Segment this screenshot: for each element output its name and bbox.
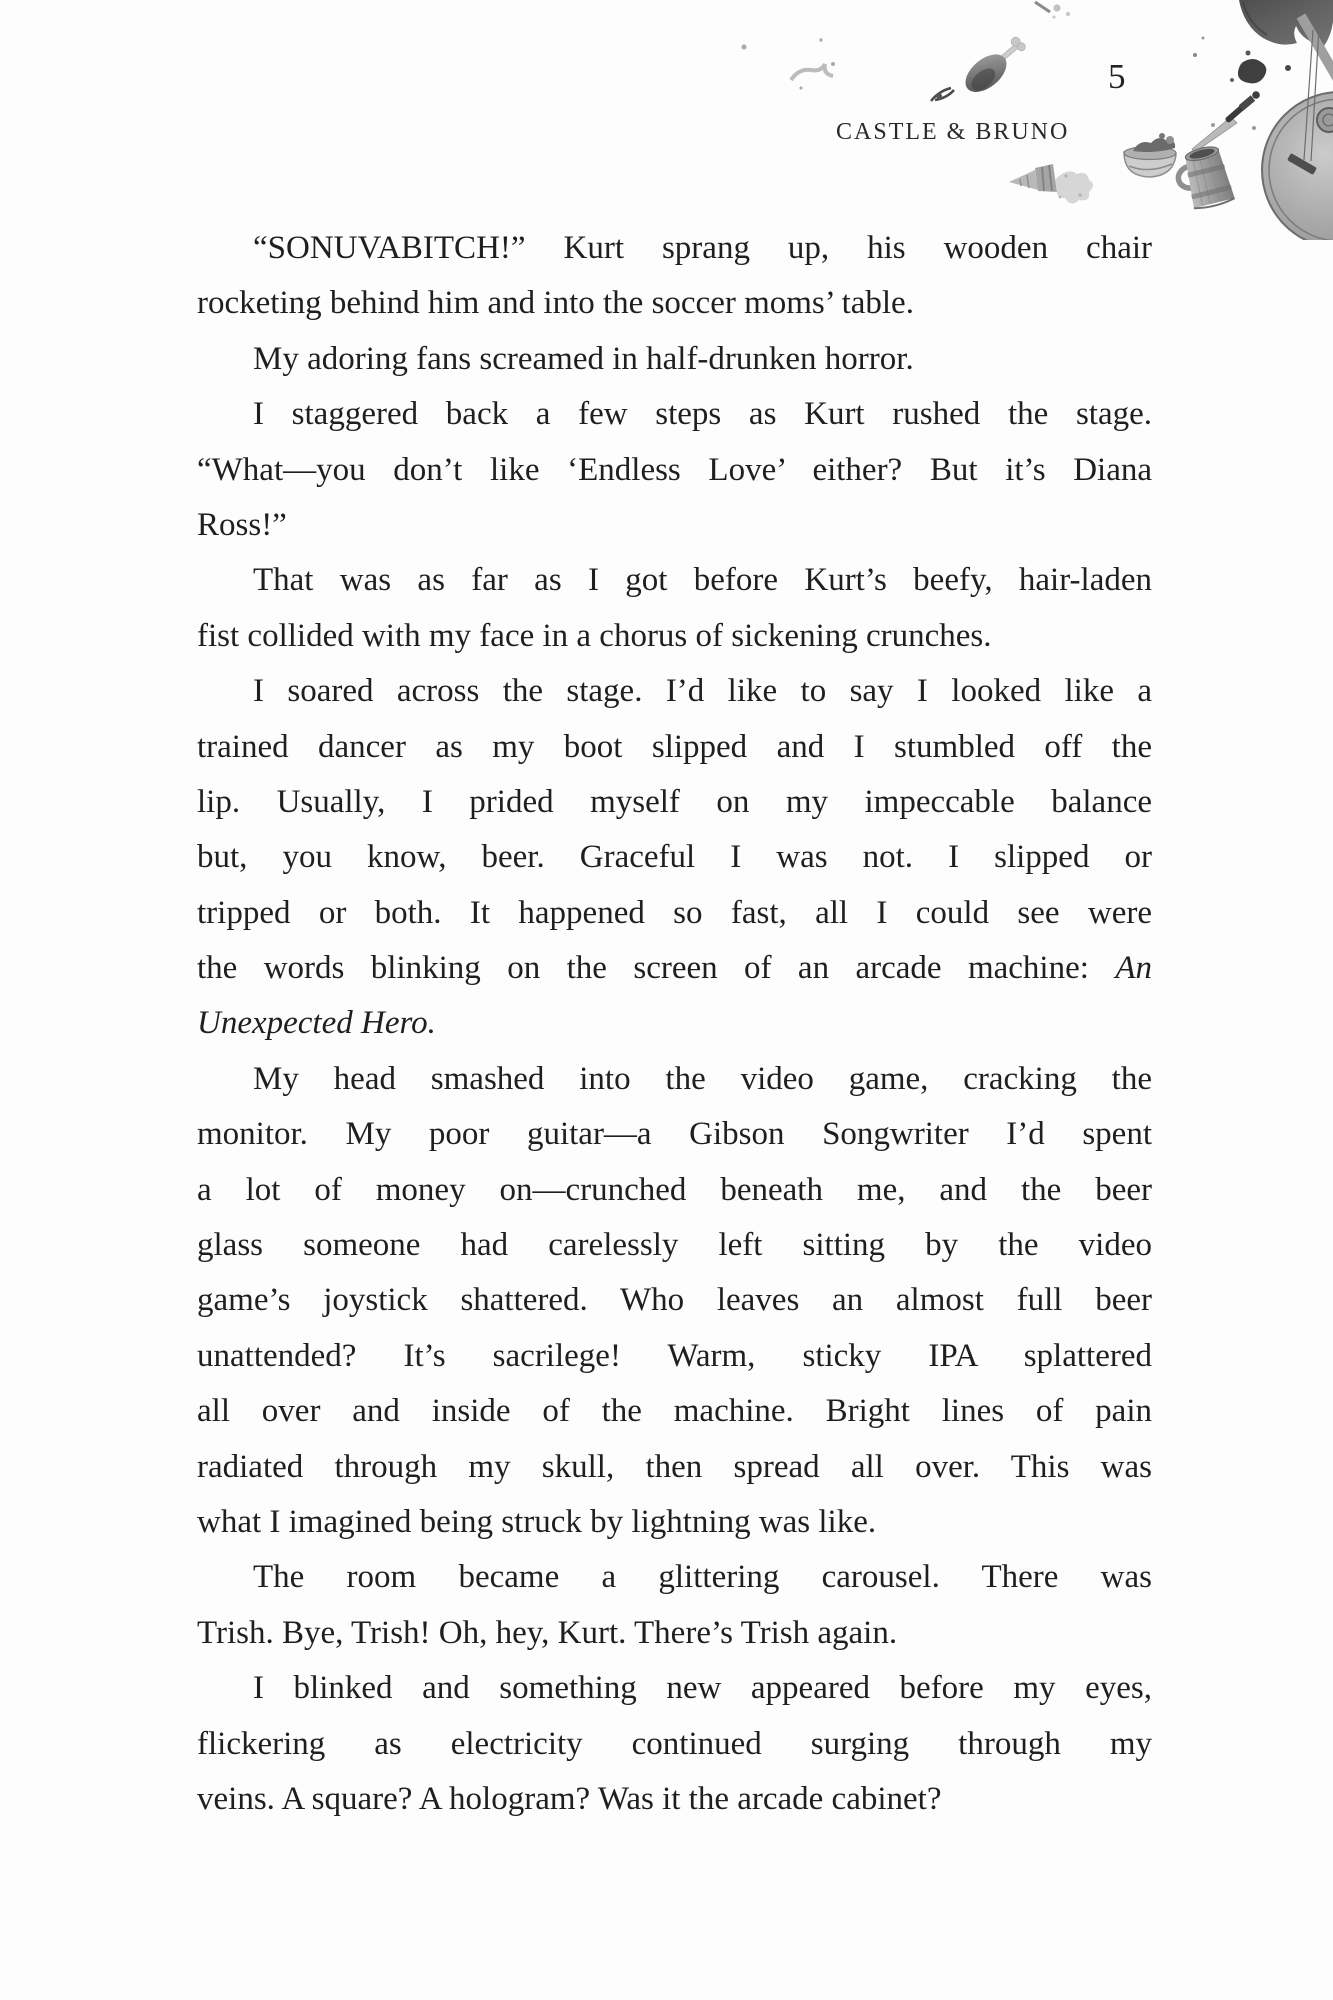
tankard-icon xyxy=(1172,143,1235,212)
body-text-line: flickering as electricity continued surging through my xyxy=(197,1725,1152,1762)
ink-scribble-icon xyxy=(931,88,954,101)
body-text-line: but, you know, beer. Graceful I was not. I slipped or xyxy=(197,839,1152,876)
body-text-line: lip. Usually, I prided myself on my impeccable balance xyxy=(197,783,1152,820)
body-text-line: Trish. Bye, Trish! Oh, hey, Kurt. There’s Trish again. xyxy=(197,1614,898,1651)
body-text-line: Unexpected Hero. xyxy=(197,1005,436,1042)
body-text-line: I blinked and something new appeared before my eyes, xyxy=(253,1670,1152,1707)
body-text-line: I soared across the stage. I’d like to say I looked like a xyxy=(253,673,1152,710)
body-text-line: My adoring fans screamed in half-drunken horror. xyxy=(253,340,914,377)
body-text-line: the words blinking on the screen of an arcade machine: An xyxy=(197,950,1152,987)
body-text-line: “SONUVABITCH!” Kurt sprang up, his wooden chair xyxy=(253,230,1152,266)
lute-icon xyxy=(1262,16,1333,240)
body-text-line: “What—you don’t like ‘Endless Love’ either? But it’s Diana xyxy=(197,451,1152,488)
body-text-line: My head smashed into the video game, cracking the xyxy=(253,1060,1152,1097)
ink-blob-icon xyxy=(1230,51,1291,84)
body-text-line: That was as far as I got before Kurt’s beefy, hair-laden xyxy=(253,562,1152,599)
body-text-line: The room became a glittering carousel. There was xyxy=(253,1559,1152,1596)
chicken-drumstick-icon xyxy=(959,32,1032,100)
food-bowl-icon xyxy=(1124,133,1176,177)
dart-splat-icon xyxy=(1009,164,1093,204)
page-body xyxy=(197,221,1152,1827)
body-text-line: unattended? It’s sacrilege! Warm, sticky IPA splattered xyxy=(197,1337,1152,1374)
body-text-line: a lot of money on—crunched beneath me, and the beer xyxy=(197,1171,1152,1208)
body-text-line: veins. A square? A hologram? Was it the arcade cabinet? xyxy=(197,1780,942,1817)
body-text-line: Ross!” xyxy=(197,506,287,543)
body-text-line: game’s joystick shattered. Who leaves an almost full beer xyxy=(197,1282,1152,1319)
running-head: CASTLE & BRUNO xyxy=(836,119,1070,145)
body-text-line: trained dancer as my boot slipped and I stumbled off the xyxy=(197,728,1152,765)
page-number: 5 xyxy=(1108,57,1126,96)
dagger-icon xyxy=(1192,91,1260,152)
body-text-line: glass someone had carelessly left sitting by the video xyxy=(197,1227,1152,1264)
body-text-line: tripped or both. It happened so fast, all I could see were xyxy=(197,894,1152,931)
body-text-line: fist collided with my face in a chorus of sickening crunches. xyxy=(197,617,992,654)
body-text-line: rocketing behind him and into the soccer moms’ table. xyxy=(197,285,914,322)
body-text-line: monitor. My poor guitar—a Gibson Songwriter I’d spent xyxy=(197,1116,1152,1153)
body-text-line: all over and inside of the machine. Bright lines of pain xyxy=(197,1393,1152,1430)
body-text-line: what I imagined being struck by lightning was like. xyxy=(197,1503,877,1540)
body-text-line: I staggered back a few steps as Kurt rushed the stage. xyxy=(253,396,1152,433)
body-text-line: radiated through my skull, then spread all over. This was xyxy=(197,1448,1152,1485)
